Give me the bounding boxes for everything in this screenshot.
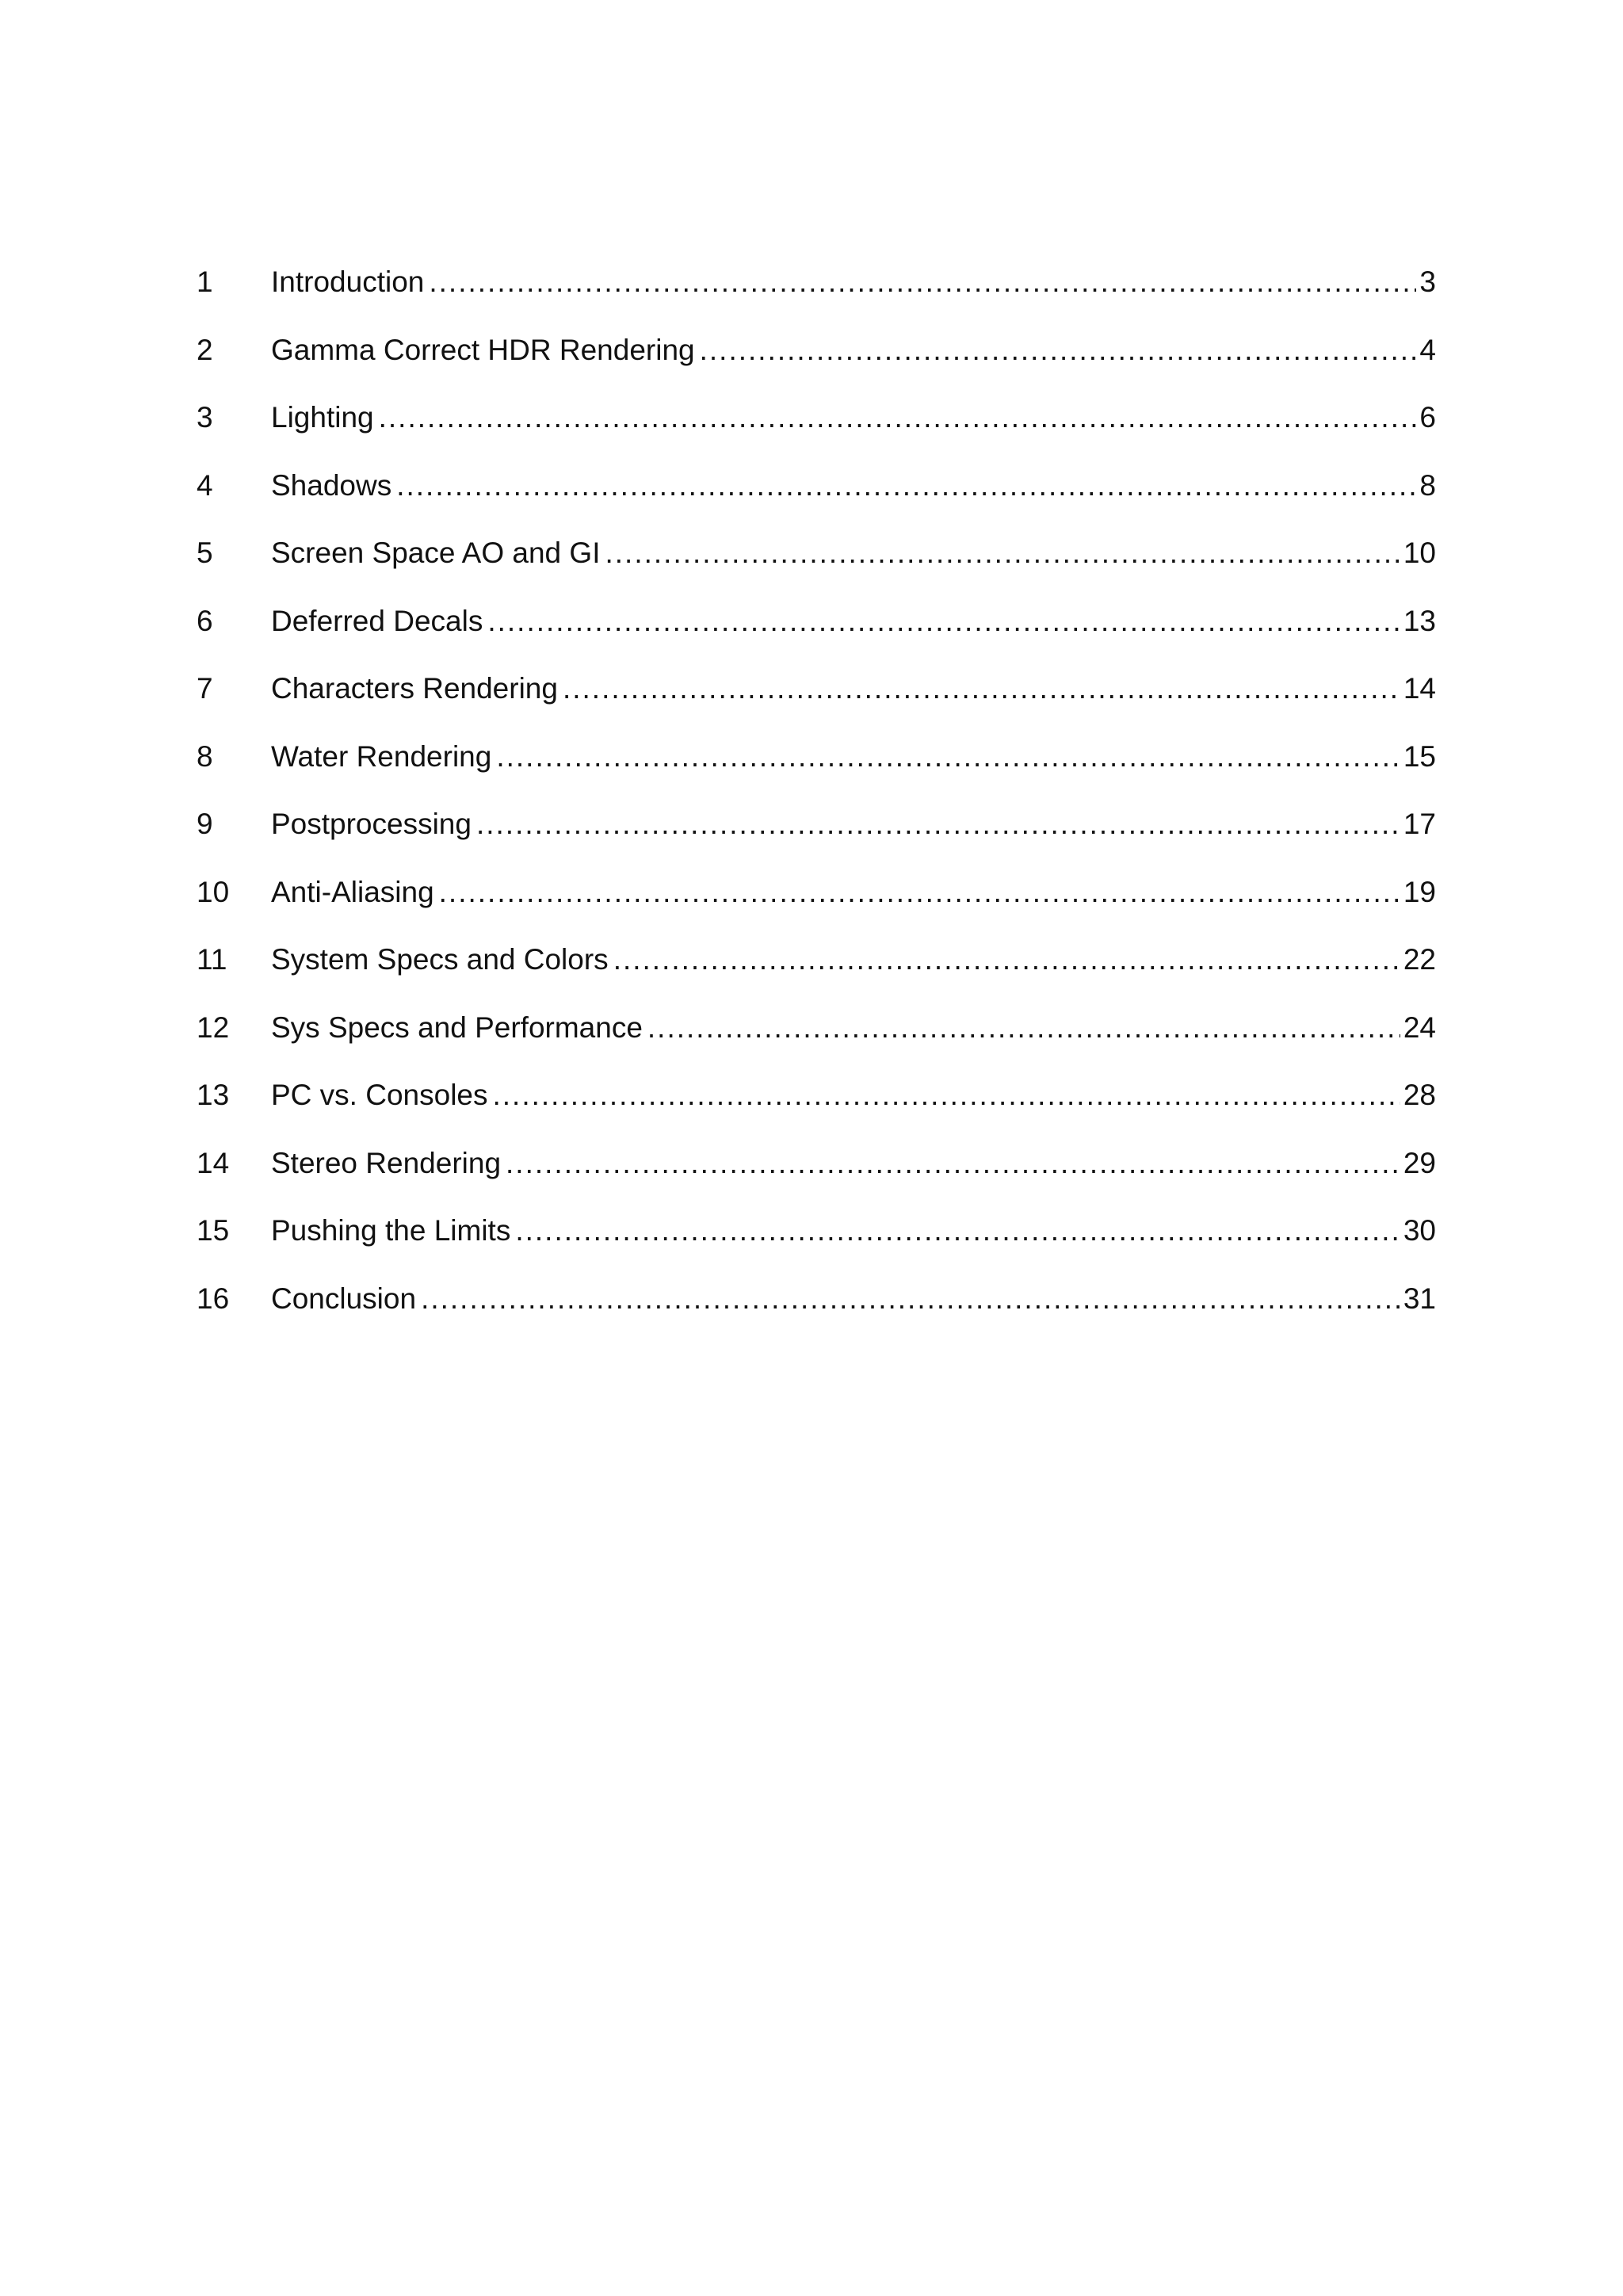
toc-entry-number: 5	[197, 537, 213, 569]
toc-entry-number: 11	[197, 943, 227, 976]
toc-entry-title[interactable]: Lighting	[271, 401, 374, 434]
toc-entry-title[interactable]: Introduction	[271, 266, 425, 298]
toc-entry-page[interactable]: 17	[1403, 808, 1436, 840]
toc-entry-number: 9	[197, 808, 213, 840]
toc-entry-number: 8	[197, 739, 213, 773]
toc-dot-leader	[563, 670, 1400, 708]
toc-entry-title[interactable]: Water Rendering	[271, 739, 492, 773]
toc-entry-title[interactable]: Shadows	[271, 468, 392, 502]
toc-entry-page[interactable]: 4	[1419, 333, 1436, 366]
toc-entry-title[interactable]: Sys Specs and Performance	[271, 1010, 643, 1044]
toc-entry-number: 4	[197, 468, 213, 502]
toc-entry[interactable]	[197, 805, 1436, 873]
toc-entry[interactable]	[197, 1280, 1436, 1348]
toc-entry-number: 7	[197, 672, 213, 705]
toc-entry[interactable]	[197, 467, 1436, 535]
toc-entry[interactable]	[197, 1144, 1436, 1213]
toc-entry-title[interactable]: Conclusion	[271, 1282, 417, 1315]
toc-entry-number: 15	[197, 1214, 230, 1247]
toc-entry-page[interactable]: 8	[1419, 468, 1436, 502]
toc-entry-title[interactable]: Gamma Correct HDR Rendering	[271, 333, 695, 366]
toc-entry[interactable]	[197, 534, 1436, 602]
toc-entry-page[interactable]: 31	[1403, 1282, 1436, 1315]
toc-entry-title[interactable]: Characters Rendering	[271, 672, 558, 705]
toc-entry-page[interactable]: 14	[1403, 672, 1436, 705]
toc-entry-page[interactable]: 3	[1419, 266, 1436, 298]
toc-entry-title[interactable]: Postprocessing	[271, 808, 472, 840]
toc-entry-title[interactable]: Stereo Rendering	[271, 1146, 502, 1179]
toc-entry-title[interactable]: PC vs. Consoles	[271, 1079, 488, 1111]
toc-entry[interactable]	[197, 1009, 1436, 1077]
toc-entry-title[interactable]: Deferred Decals	[271, 604, 483, 637]
toc-dot-leader	[506, 1144, 1400, 1182]
toc-entry-number: 16	[197, 1282, 230, 1315]
toc-entry[interactable]	[197, 738, 1436, 806]
toc-dot-leader	[487, 602, 1400, 640]
toc-entry[interactable]	[197, 1212, 1436, 1280]
toc-entry-page[interactable]: 10	[1403, 537, 1436, 569]
toc-entry-number: 14	[197, 1146, 230, 1179]
toc-entry-number: 12	[197, 1010, 230, 1044]
toc-entry-title[interactable]: Screen Space AO and GI	[271, 537, 601, 569]
toc-entry-page[interactable]: 15	[1403, 739, 1436, 773]
toc-entry-title[interactable]: Anti-Aliasing	[271, 875, 434, 908]
toc-entry[interactable]	[197, 602, 1436, 670]
toc-entry-page[interactable]: 30	[1403, 1214, 1436, 1247]
toc-dot-leader	[613, 941, 1400, 979]
table-of-contents	[197, 263, 1436, 1347]
toc-entry-page[interactable]: 29	[1403, 1146, 1436, 1179]
toc-entry[interactable]	[197, 331, 1436, 399]
toc-dot-leader	[700, 331, 1417, 369]
toc-entry-title[interactable]: System Specs and Colors	[271, 943, 609, 976]
toc-entry-number: 10	[197, 875, 230, 908]
toc-entry-page[interactable]: 6	[1419, 401, 1436, 434]
toc-entry-page[interactable]: 24	[1403, 1010, 1436, 1044]
toc-entry-page[interactable]: 22	[1403, 943, 1436, 976]
toc-dot-leader	[515, 1212, 1400, 1250]
toc-entry-page[interactable]: 19	[1403, 875, 1436, 908]
toc-entry[interactable]	[197, 263, 1436, 331]
toc-dot-leader	[605, 534, 1400, 572]
toc-dot-leader	[647, 1009, 1400, 1047]
toc-entry-page[interactable]: 13	[1403, 604, 1436, 637]
toc-dot-leader	[396, 467, 1416, 505]
toc-entry-number: 13	[197, 1079, 230, 1111]
toc-entry-page[interactable]: 28	[1403, 1079, 1436, 1111]
toc-entry[interactable]	[197, 399, 1436, 467]
toc-dot-leader	[493, 1076, 1400, 1114]
toc-dot-leader	[439, 873, 1400, 911]
toc-entry-title[interactable]: Pushing the Limits	[271, 1214, 511, 1247]
toc-dot-leader	[476, 805, 1400, 843]
toc-entry[interactable]	[197, 941, 1436, 1009]
toc-dot-leader	[429, 263, 1416, 301]
toc-entry[interactable]	[197, 873, 1436, 942]
toc-entry-number: 2	[197, 333, 213, 366]
toc-entry-number: 6	[197, 604, 213, 637]
toc-dot-leader	[379, 399, 1417, 437]
toc-entry[interactable]	[197, 670, 1436, 738]
toc-dot-leader	[496, 738, 1400, 776]
toc-entry-number: 1	[197, 266, 213, 298]
toc-entry-number: 3	[197, 401, 213, 434]
toc-entry[interactable]	[197, 1076, 1436, 1144]
toc-dot-leader	[421, 1280, 1400, 1318]
